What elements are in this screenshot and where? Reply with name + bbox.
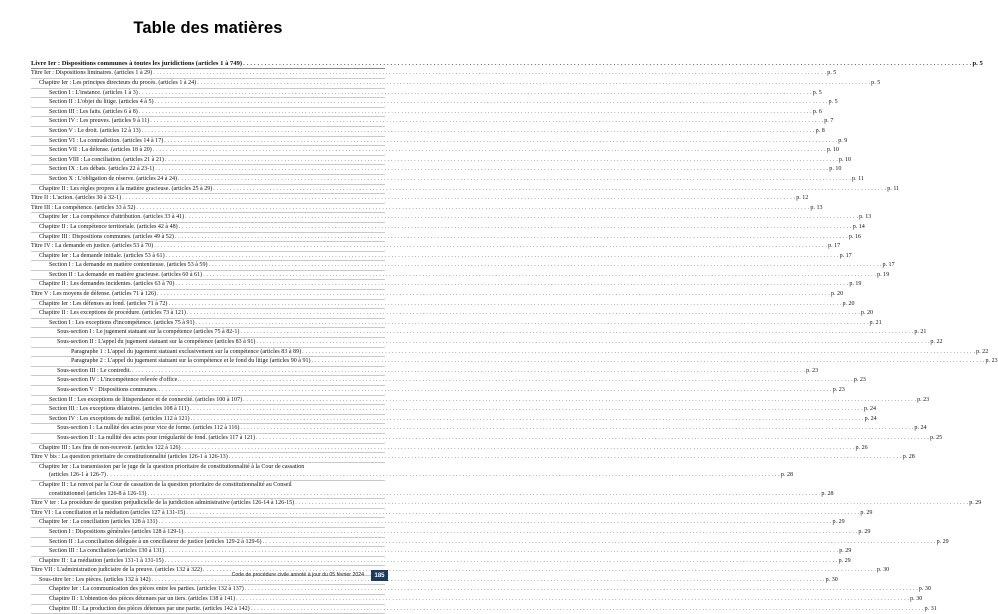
toc-entry-label: Section I : L'instance. (articles 1 à 3) (49, 89, 138, 96)
toc-entry[interactable] (31, 348, 989, 358)
dot-leader (191, 415, 864, 424)
toc-entry-page: p. 21 (914, 329, 927, 336)
dot-leader (139, 89, 812, 98)
toc-entry-page: p. 6 (812, 108, 822, 115)
dot-leader (312, 357, 985, 366)
dot-leader (157, 290, 830, 299)
toc-entry-label: Chapitre Ier : Les défenses au fond. (articles 71 à 72) (39, 300, 168, 307)
toc-entry-page: p. 23 (853, 377, 866, 384)
toc-entry[interactable] (31, 481, 385, 490)
dot-leader (180, 376, 853, 385)
toc-entry-page: p. 8 (815, 127, 825, 134)
toc-entry[interactable] (31, 204, 823, 214)
toc-entry-page: p. 25 (930, 434, 943, 441)
toc-entry-label: Section IX : Les débats. (articles 22 à 23-1) (49, 166, 155, 173)
toc-entry[interactable] (31, 213, 872, 223)
toc-entry-label: Section II : L'objet du litige. (articles 4 à 5) (49, 99, 154, 106)
page-title: Table des matières (133, 19, 283, 37)
toc-entry-page: p. 21 (869, 319, 882, 326)
toc-entry-label: Section II : La conciliation déléguée à un conciliateur de justice (articles 129-2 à 129-6) (49, 538, 262, 545)
toc-entry-page: p. 29 (838, 557, 851, 564)
toc-entry-page: p. 29 (860, 509, 873, 516)
toc-entry-page: p. 5 (828, 99, 838, 106)
toc-entry[interactable] (31, 547, 852, 557)
toc-entry-label: Section I : Les exceptions d'incompétence. (articles 75 à 91) (49, 319, 195, 326)
dot-leader (243, 396, 916, 405)
toc-entry[interactable] (31, 280, 862, 290)
toc-entry[interactable] (31, 585, 931, 595)
toc-entry-page: p. 11 (852, 175, 864, 182)
toc-entry-label: Titre V : Les moyens de défense. (articles 71 à 126) (31, 291, 156, 298)
toc-entry[interactable] (31, 405, 877, 415)
toc-entry-page: p. 7 (824, 118, 834, 125)
toc-entry-label: Titre VII : L'administration judiciaire de la preuve. (articles 132 à 322) (31, 567, 203, 574)
dot-leader (240, 328, 913, 337)
toc-entry[interactable] (31, 69, 837, 79)
toc-entry-label: Titre III : La compétence. (articles 33 à 52) (31, 204, 136, 211)
toc-entry[interactable] (31, 185, 900, 195)
dot-leader (256, 434, 929, 443)
toc-entry-label: Section II : La demande en matière gracieuse. (articles 60 à 61) (49, 271, 203, 278)
toc-entry-page: p. 5 (972, 60, 983, 67)
toc-entry[interactable] (31, 156, 852, 166)
dot-leader (142, 127, 815, 136)
dot-leader (164, 137, 837, 146)
toc-entry[interactable] (31, 538, 949, 548)
toc-entry[interactable] (31, 290, 844, 300)
toc-entry-page: p. 11 (887, 185, 900, 192)
toc-entry-page: p. 23 (806, 367, 819, 374)
dot-leader (302, 348, 975, 357)
toc-entry-page: p. 22 (930, 339, 943, 346)
dot-leader (175, 280, 848, 289)
toc-entry[interactable] (31, 463, 385, 472)
dot-leader (155, 165, 828, 174)
toc-entry-label: Chapitre Ier : La compétence d'attribution. (articles 33 à 41) (39, 214, 185, 221)
toc-entry-label: Chapitre III : La production des pièces détenues par une partie. (articles 142 à 142) (49, 605, 250, 612)
dot-leader (245, 585, 918, 594)
toc-entry-label: Section III : Les exceptions dilatoires. (articles 108 à 111) (49, 406, 189, 413)
toc-entry[interactable] (31, 396, 930, 406)
toc-entry-page: p. 24 (864, 415, 877, 422)
dot-leader (256, 338, 929, 347)
toc-entry[interactable] (31, 117, 834, 127)
toc-entry-label: Chapitre II : Les demandes incidentes. (articles 63 à 70) (39, 281, 175, 288)
toc-entry-page: p. 28 (821, 490, 834, 497)
dot-leader (136, 204, 809, 213)
dot-leader (153, 146, 826, 155)
toc-entry-label: Chapitre Ier : La transmission par le juge de la question prioritaire de constitutionnalité à la Cour de cassation (39, 463, 305, 470)
dot-leader (165, 557, 838, 566)
toc-entry[interactable] (31, 595, 923, 605)
toc-entry-label: Sous-section II : L'appel du jugement statuant sur la compétence (articles 83 à 91) (57, 339, 256, 346)
toc-entry[interactable] (31, 444, 868, 454)
toc-entry-page: p. 10 (829, 166, 842, 173)
toc-entry-page: p. 9 (838, 137, 848, 144)
page-footer (0, 570, 416, 582)
toc-entry-page: p. 30 (825, 576, 838, 583)
dot-leader (175, 233, 848, 242)
toc-entry[interactable] (31, 319, 882, 329)
toc-entry-page: p. 30 (918, 586, 931, 593)
toc-entry-page: p. 28 (902, 454, 915, 461)
dot-leader (185, 213, 858, 222)
toc-entry-label: (articles 126-1 à 126-7) (49, 472, 106, 479)
toc-entry-page: p. 29 (832, 519, 845, 526)
toc-entry[interactable] (31, 386, 845, 396)
toc-entry[interactable] (31, 424, 927, 434)
toc-entry[interactable] (31, 605, 937, 614)
toc-entry[interactable] (31, 98, 838, 108)
toc-entry-page: p. 5 (871, 80, 881, 86)
toc-entry-page: p. 31 (924, 605, 937, 612)
toc-entry-page: p. 26 (855, 444, 868, 451)
toc-entry[interactable] (31, 233, 861, 243)
toc-entry-label: Sous-section I : Le jugement statuant sur la compétence (articles 75 à 82-1) (57, 329, 240, 336)
toc-entry-page: p. 19 (849, 281, 862, 288)
toc-entry[interactable] (31, 59, 983, 69)
dot-leader (147, 490, 820, 499)
toc-entry[interactable] (31, 223, 865, 233)
toc-entry-label: Titre IV : La demande en justice. (articles 53 à 70) (31, 243, 154, 250)
toc-entry[interactable] (31, 175, 864, 185)
toc-entry-label: Section I : La demande en matière contentieuse. (articles 53 à 59) (49, 262, 208, 269)
toc-entry-page: p. 28 (780, 472, 794, 479)
toc-entry[interactable] (31, 165, 842, 175)
toc-entry[interactable] (31, 528, 871, 538)
toc-entry-page: p. 23 (832, 387, 845, 393)
toc-entry-label: Sous-section II : La nullité des actes pour irrégularité de fond. (articles 117 à 121) (57, 434, 256, 441)
toc-entry-label: Chapitre II : Le renvoi par la Cour de cassation de la question prioritaire de constitutionnalité au Conseil (39, 481, 292, 488)
toc-entry-label: Paragraphe 1 : L'appel du jugement statuant exclusivement sur la compétence (articles 83 à 89) (71, 348, 302, 355)
toc-entry[interactable] (31, 434, 943, 444)
toc-entry-page: p. 12 (796, 195, 809, 202)
toc-entry[interactable] (31, 367, 819, 377)
toc-entry[interactable] (31, 146, 839, 156)
toc-entry[interactable] (31, 557, 851, 567)
toc-entry-page: p. 29 (969, 500, 982, 507)
toc-entry[interactable] (31, 137, 848, 147)
dot-leader (182, 444, 855, 453)
dot-leader (295, 499, 968, 508)
toc-entry[interactable] (31, 108, 822, 118)
toc-entry-label: Section VI : La contradiction. (articles 14 à 17) (49, 137, 164, 144)
toc-entry-page: p. 29 (858, 528, 871, 535)
toc-entry-label: Livre Ier : Dispositions communes à toutes les juridictions (articles 1 à 749) (31, 60, 243, 67)
toc-entry[interactable] (31, 509, 873, 519)
toc-entry[interactable] (31, 194, 809, 204)
toc-entry-page: p. 20 (860, 310, 874, 317)
dot-leader (236, 595, 909, 604)
toc-entry-page: p. 17 (882, 262, 895, 269)
toc-entry-label: Chapitre II : Les règles propres à la matière gracieuse. (articles 25 à 29) (39, 185, 213, 192)
dot-leader (251, 605, 924, 614)
toc-entry[interactable] (31, 357, 998, 367)
toc-entry-label: Paragraphe 2 : L'appel du jugement statuant sur la compétence et le fond du litige (articles 90 à 91) (71, 358, 311, 365)
dot-leader (150, 117, 823, 126)
toc-entry-label: Chapitre III : Dispositions communes. (articles 49 à 52) (39, 233, 174, 240)
toc-entry-label: Section VII : La défense. (articles 18 à 20) (49, 147, 152, 154)
toc-entry-page: p. 17 (839, 252, 852, 259)
toc-entry[interactable] (31, 300, 855, 310)
toc-entry[interactable] (31, 127, 825, 137)
dot-leader (203, 271, 876, 280)
dot-leader (154, 242, 827, 251)
toc-entry-page: p. 20 (831, 291, 844, 298)
toc-entry-label: Section IV : Les preuves. (articles 9 à 11) (49, 118, 150, 125)
toc-entry-page: p. 24 (914, 425, 927, 432)
toc-entry-label: Titre II : L'action. (articles 30 à 32-1) (31, 195, 122, 202)
toc-entry[interactable] (31, 271, 890, 281)
toc-entry[interactable] (31, 79, 881, 89)
dot-leader (184, 528, 857, 537)
dot-leader (166, 252, 839, 261)
toc-entry-page: p. 20 (842, 300, 855, 307)
toc-entry-label: Titre Ier : Dispositions liminaires. (articles 1 à 29) (31, 70, 153, 77)
dot-leader (263, 538, 936, 547)
footer-text: Code de procédure civile annoté à jour du 05 février 2024 (231, 572, 364, 578)
dot-leader (196, 319, 869, 328)
toc-entry-page: p. 10 (826, 147, 839, 154)
toc-entry[interactable] (31, 338, 943, 348)
dot-leader (153, 69, 826, 78)
dot-leader (122, 194, 795, 203)
toc-entry-page: p. 10 (838, 156, 852, 163)
toc-entry[interactable] (31, 89, 822, 99)
toc-entry-label: Sous-section IV : L'incompétence relevée d'office. (57, 377, 179, 384)
toc-entry-page: p. 24 (863, 406, 877, 413)
toc-entry-page: p. 5 (827, 70, 837, 77)
dot-leader (187, 309, 860, 318)
toc-entry-page: p. 13 (810, 204, 823, 211)
dot-leader (165, 156, 838, 165)
toc-entry[interactable] (31, 471, 794, 481)
toc-entry-label: Titre V ter : La procédure de question préjudicielle de la juridiction administrative (articles 126-14 à 126-15) (31, 500, 295, 507)
toc-entry-label: Section III : Les faits. (articles 6 à 8) (49, 108, 138, 115)
toc-entry-page: p. 17 (828, 243, 841, 250)
toc-entry-page: p. 5 (812, 89, 822, 96)
toc-entry[interactable] (31, 309, 874, 319)
toc-entry-page: p. 19 (877, 271, 890, 278)
toc-entry-page: p. 22 (976, 348, 989, 355)
toc-entry[interactable] (31, 242, 841, 252)
toc-entry[interactable] (31, 490, 834, 500)
dot-leader (159, 518, 832, 527)
toc-entry-label: Sous-section III : Le contredit. (57, 367, 132, 374)
toc-entry-label: Section VIII : La conciliation. (articles 21 à 21) (49, 156, 164, 163)
toc-entry-label: Chapitre II : Les exceptions de procédure. (articles 73 à 121) (39, 310, 186, 317)
toc-entry-label: Chapitre Ier : La demande initiale. (articles 53 à 61) (39, 252, 165, 259)
toc-entry[interactable] (31, 261, 895, 271)
toc-entry-page: p. 30 (877, 567, 890, 574)
dot-leader (178, 175, 851, 184)
toc-entry[interactable] (31, 518, 845, 528)
toc-entry-page: p. 23 (985, 358, 998, 365)
dot-leader (190, 405, 863, 414)
dot-leader (139, 108, 812, 117)
dot-leader (213, 185, 886, 194)
toc-entry-label: Chapitre II : L'obtention des pièces détenues par un tiers. (articles 138 à 141) (49, 596, 236, 603)
toc-entry-label: constitutionnel (articles 126-8 à 126-13) (49, 490, 147, 497)
toc-entry-label: Section III : La conciliation (articles 130 à 131) (49, 548, 165, 555)
dot-leader (168, 300, 841, 309)
dot-leader (209, 261, 882, 270)
toc-entry-page: p. 16 (848, 233, 861, 240)
toc-entry[interactable] (31, 252, 852, 262)
toc-entry-label: Sous-section I : La nullité des actes pour vice de forme. (articles 112 à 116) (57, 425, 240, 432)
toc-entry-page: p. 14 (852, 223, 865, 230)
toc-entry-label: Chapitre II : La compétence territoriale. (articles 42 à 48) (39, 223, 178, 230)
dot-leader (132, 367, 805, 376)
dot-leader (159, 386, 832, 395)
toc-entry-page: p. 23 (917, 396, 930, 403)
toc-entry-page: p. 13 (859, 214, 872, 221)
dot-leader (243, 59, 971, 68)
dot-leader (155, 98, 828, 107)
toc-entry-label: Chapitre Ier : La communication des pièces entre les parties. (articles 132 à 137) (49, 586, 244, 593)
toc-entry-label: Sous-section V : Dispositions communes. (57, 387, 158, 393)
toc-entry-label: Section I : Dispositions générales (articles 128 à 129-1) (49, 528, 184, 535)
toc-entry-label: Section II : Les exceptions de litispendance et de connexité. (articles 100 à 107) (49, 396, 243, 403)
toc-entry[interactable] (31, 376, 866, 386)
toc-entry[interactable] (31, 499, 982, 509)
toc-entry-label: Chapitre III : Les fins de non-recevoir. (articles 122 à 126) (39, 444, 181, 451)
toc-entry-label: Titre V bis : La question prioritaire de constitutionnalité (articles 126-1 à 126-13) (31, 454, 228, 461)
toc-entry[interactable] (31, 328, 927, 338)
page-number-badge: 185 (371, 570, 388, 581)
dot-leader (197, 79, 870, 88)
toc-entry-label: Section X : L'obligation de réserve. (articles 24 à 24) (49, 175, 178, 182)
dot-leader (107, 471, 780, 480)
dot-leader (240, 424, 913, 433)
toc-entry-label: Sous-titre Ier : Les pièces. (articles 132 à 142) (39, 576, 151, 583)
toc-entry-page: p. 29 (936, 538, 949, 545)
dot-leader (186, 509, 859, 518)
toc-entry-label: Section V : Le droit. (articles 12 à 13) (49, 127, 141, 134)
toc-entry-page: p. 30 (910, 596, 923, 603)
toc-entry[interactable] (31, 453, 915, 463)
toc-entry-label: Chapitre II : La médiation (articles 131-1 à 131-15) (39, 557, 164, 564)
toc-entry-label: Chapitre Ier : Les principes directeurs du procès. (articles 1 à 24) (39, 80, 197, 86)
toc-entry-label: Section IV : Les exceptions de nullité. (articles 112 à 121) (49, 415, 190, 422)
dot-leader (179, 223, 852, 232)
toc-entry[interactable] (31, 415, 877, 425)
dot-leader (229, 453, 902, 462)
table-of-contents (31, 59, 998, 614)
toc-entry-page: p. 29 (839, 548, 852, 555)
dot-leader (165, 547, 838, 556)
toc-entry-label: Chapitre Ier : La conciliation (articles 128 à 131) (39, 519, 158, 526)
toc-entry-label: Titre VI : La conciliation et la médiation (articles 127 à 131-15) (31, 509, 186, 516)
